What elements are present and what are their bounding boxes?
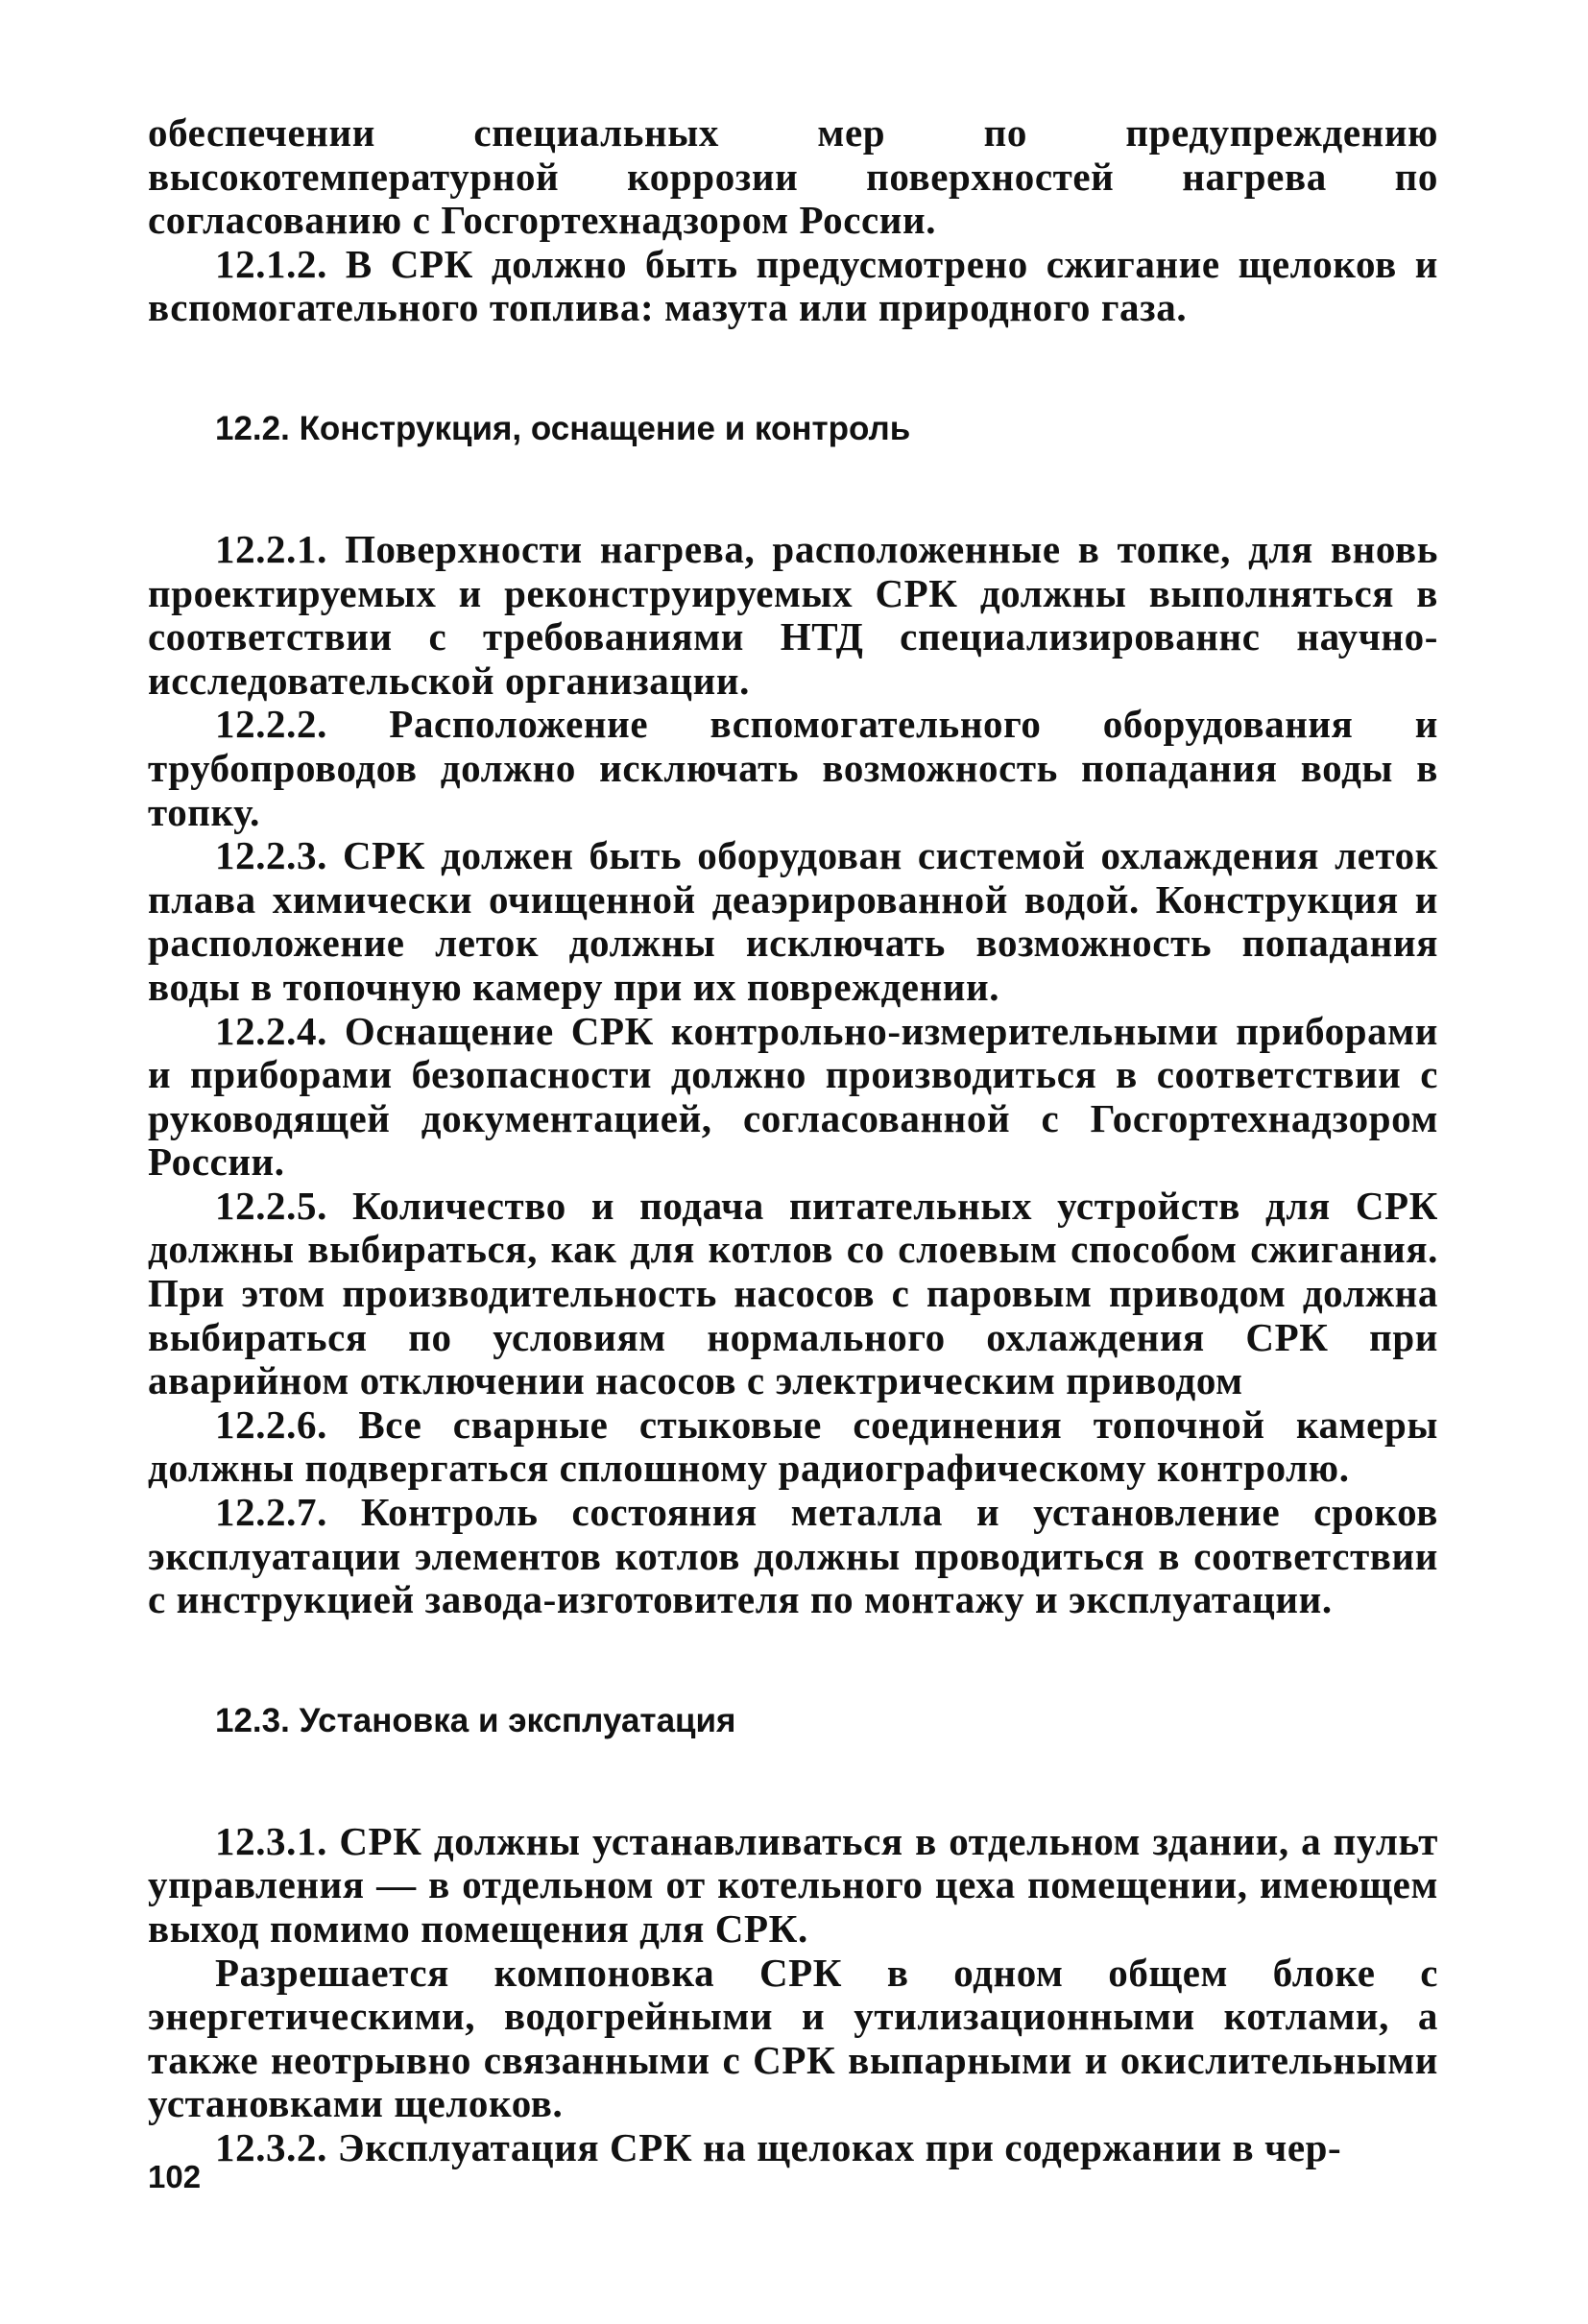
paragraph-12-2-7: 12.2.7. Контроль состояния металла и установление сроков эксплуатации элементов котлов должны проводиться в соответствии с инструкцией завода-изготовителя по монтажу и эксплуатации. — [148, 1490, 1438, 1622]
section-heading-12-3: 12.3. Установка и эксплуатация — [215, 1701, 736, 1739]
paragraph-12-2-3: 12.2.3. СРК должен быть оборудован системой охлаждения леток плава химически очищенной деаэрированной водой. Конструкция и расположение леток должны исключать возможность попадания воды в топочную камеру при их повреждении. — [148, 833, 1438, 1009]
paragraph-12-1-2: 12.1.2. В СРК должно быть предусмотрено сжигание щелоков и вспомогательного топлива: мазута или природного газа. — [148, 241, 1438, 330]
paragraph-continued: обеспечении специальных мер по предупреждению высокотемпературной коррозии поверхностей нагрева по согласованию с Госгортехнадзором России. — [148, 110, 1438, 243]
paragraph-12-2-5: 12.2.5. Количество и подача питательных устройств для СРК должны выбираться, как для котлов со слоевым способом сжигания. При этом производительность насосов с паровым приводом должна выбираться по условиям нормального охлаждения СРК при аварийном отключении насосов с электрическим приводом — [148, 1183, 1438, 1403]
paragraph-12-3-1: 12.3.1. СРК должны устанавливаться в отдельном здании, а пульт управления — в отдельном от котельного цеха помещении, имеющем выход помимо помещения для СРК. — [148, 1818, 1438, 1951]
page-number: 102 — [148, 2159, 202, 2194]
paragraph-12-2-4: 12.2.4. Оснащение СРК контрольно-измерительными приборами и приборами безопасности должно производиться в соответствии с руководящей документацией, согласованной с Госгортехнадзором России. — [148, 1008, 1438, 1185]
section-heading-12-2: 12.2. Конструкция, оснащение и контроль — [215, 409, 911, 447]
paragraph-12-2-1: 12.2.1. Поверхности нагрева, расположенные в топке, для вновь проектируемых и реконструируемых СРК должны выполняться в соответствии с требованиями НТД специализированнс научно-исследовательской организации. — [148, 526, 1438, 703]
page-body — [148, 111, 1438, 2170]
paragraph-12-2-2: 12.2.2. Расположение вспомогательного оборудования и трубопроводов должно исключать возможность попадания воды в топку. — [148, 702, 1438, 834]
paragraph-layout-permission: Разрешается компоновка СРК в одном общем блоке с энергетическими, водогрейными и утилизационными котлами, а также неотрывно связанными с СРК выпарными и окислительными установками щелоков. — [148, 1950, 1438, 2126]
paragraph-12-2-6: 12.2.6. Все сварные стыковые соединения топочной камеры должны подвергаться сплошному радиографическому контролю. — [148, 1402, 1438, 1491]
paragraph-12-3-2: 12.3.2. Эксплуатация СРК на щелоках при содержании в чер- — [215, 2124, 1342, 2169]
